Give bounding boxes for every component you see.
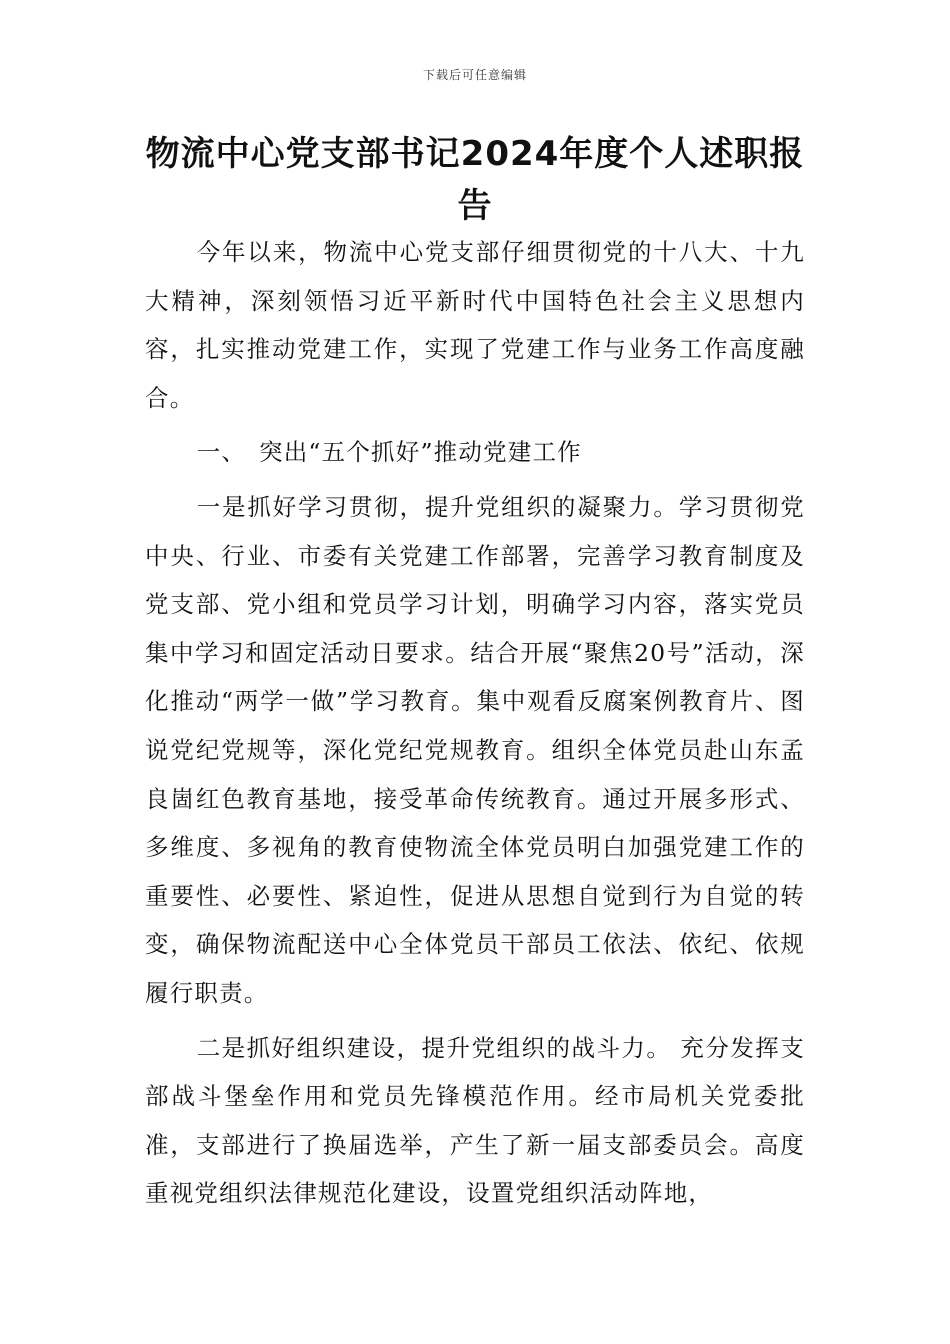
body-paragraph: 二是抓好组织建设，提升党组织的战斗力。 充分发挥支部战斗堡垒作用和党员先锋模范作用。经市局机关党委批准，支部进行了换届选举，产生了新一届支部委员会。高度重视党组织法律规范化建设，设置党组织活动阵地， xyxy=(145,1033,805,1208)
header-note: 下载后可任意编辑 xyxy=(422,68,527,82)
document-body xyxy=(145,228,805,1224)
document-title: 物流中心党支部书记2024年度个人述职报告 xyxy=(145,134,805,226)
intro-paragraph: 今年以来，物流中心党支部仔细贯彻党的十八大、十九大精神，深刻领悟习近平新时代中国特色社会主义思想内容，扎实推动党建工作，实现了党建工作与业务工作高度融合。 xyxy=(145,238,805,412)
body-paragraph: 一是抓好学习贯彻，提升党组织的凝聚力。学习贯彻党中央、行业、市委有关党建工作部署，完善学习教育制度及党支部、党小组和党员学习计划，明确学习内容，落实党员集中学习和固定活动日要求。结合开展“聚焦20号”活动，深化推动“两学一做”学习教育。集中观看反腐案例教育片、图说党纪党规等，深化党纪党规教育。组织全体党员赴山东孟良崮红色教育基地，接受革命传统教育。通过开展多形式、多维度、多视角的教育使物流全体党员明白加强党建工作的重要性、必要性、紧迫性，促进从思想自觉到行为自觉的转变，确保物流配送中心全体党员干部员工依法、依纪、依规履行职责。 xyxy=(145,492,805,1007)
section-heading: 一、 突出“五个抓好”推动党建工作 xyxy=(196,438,582,467)
